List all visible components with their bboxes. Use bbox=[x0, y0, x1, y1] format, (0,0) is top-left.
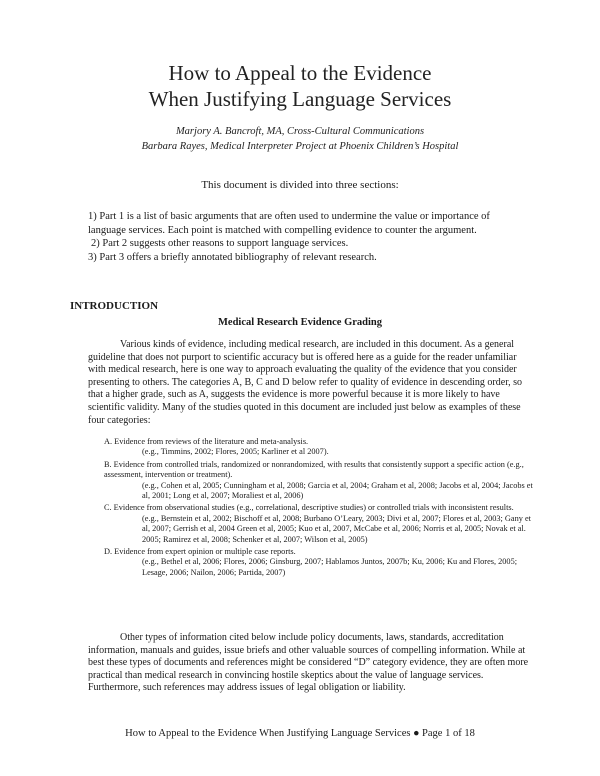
document-title bbox=[0, 60, 600, 112]
sections-list bbox=[88, 210, 528, 264]
section-item-1: 1) Part 1 is a list of basic arguments that are often used to undermine the value or importance of language services. Each point is matched with compelling evidence to counter the argument. bbox=[88, 211, 490, 236]
grade-item-b bbox=[104, 460, 534, 502]
grade-b-title: B. Evidence from controlled trials, randomized or nonrandomized, with results that consistently support a specific action (e.g., assessment, intervention or treatment). bbox=[104, 459, 524, 480]
title-line-1: How to Appeal to the Evidence bbox=[168, 61, 432, 85]
intro-sentence: This document is divided into three sections: bbox=[201, 179, 399, 191]
evidence-grades-list bbox=[104, 437, 534, 580]
grade-a-examples: (e.g., Timmins, 2002; Flores, 2005; Karliner et al 2007). bbox=[142, 447, 329, 457]
title-line-2: When Justifying Language Services bbox=[148, 87, 452, 111]
grade-a-title: A. Evidence from reviews of the literature and meta-analysis. bbox=[104, 437, 309, 446]
section-item-3: 3) Part 3 offers a briefly annotated bibliography of relevant research. bbox=[88, 251, 377, 263]
grade-item-d bbox=[104, 547, 534, 578]
section-heading: INTRODUCTION bbox=[70, 300, 159, 312]
grade-c-examples: (e.g., Bernstein et al, 2002; Bischoff et al, 2008; Burbano O’Leary, 2003; Divi et al, 2007; Flores et al, 2003; Gany et al, 2007; Gerrish et al, 2004 Green et al, 2005; Kuo et al, 2007, McCabe et al, 2006; Norris et al, 2005; Novak et al. 2005; Ramirez et al, 2008; Schenker et al, 2007; Wilson et al, 2005) bbox=[142, 513, 531, 544]
body-paragraph-1: Various kinds of evidence, including medical research, are included in this document. As a general guideline that does not purport to scientific accuracy but is offered here as a guide for the reader unfamiliar with medical research, here is one way to approach evaluating the quality of the evidence that you consider presenting to others. The categories A, B, C and D below refer to quality of evidence in descending order, so that a higher grade, such as A, suggests the evidence is more powerful because it is more likely to have scientific validity. Many of the studies quoted in this document are included just below as examples of these four categories: bbox=[88, 339, 523, 426]
author-block bbox=[0, 124, 600, 154]
subheading: Medical Research Evidence Grading bbox=[218, 317, 382, 328]
author-2: Barbara Rayes, Medical Interpreter Project at Phoenix Children’s Hospital bbox=[141, 141, 459, 152]
body-paragraph-2: Other types of information cited below include policy documents, laws, standards, accreditation information, manuals and guides, issue briefs and other valuable sources of compelling information. While at best these types of documents and references might be considered “D” category evidence, they are often more practical than medical research in convincing hostile skeptics about the value of language services. Furthermore, such references may address issues of legal obligation or liability. bbox=[88, 632, 529, 694]
grade-b-examples: (e.g., Cohen et al, 2005; Cunningham et al, 2008; Garcia et al, 2004; Graham et al, 2008; Jacobs et al, 2004; Jacobs et al, 2001; Long et al, 2007; Moraliest et al, 2006) bbox=[142, 480, 533, 501]
section-item-2: 2) Part 2 suggests other reasons to support language services. bbox=[91, 238, 349, 249]
grade-d-title: D. Evidence from expert opinion or multiple case reports. bbox=[104, 547, 296, 557]
page-footer: How to Appeal to the Evidence When Justifying Language Services ● Page 1 of 18 bbox=[125, 728, 475, 739]
grade-d-examples: (e.g., Bethel et al, 2006; Flores, 2006; Ginsburg, 2007; Hablamos Juntos, 2007b; Ku, 2006; Ku and Flores, 2005; Lesage, 2006; Nailon, 2006; Partida, 2007) bbox=[142, 557, 518, 577]
grade-item-c bbox=[104, 503, 534, 545]
grade-item-a bbox=[104, 437, 534, 458]
author-1: Marjory A. Bancroft, MA, Cross-Cultural Communications bbox=[175, 126, 425, 137]
grade-c-title: C. Evidence from observational studies (e.g., correlational, descriptive studies) or controlled trials with inconsistent results. bbox=[104, 503, 514, 513]
